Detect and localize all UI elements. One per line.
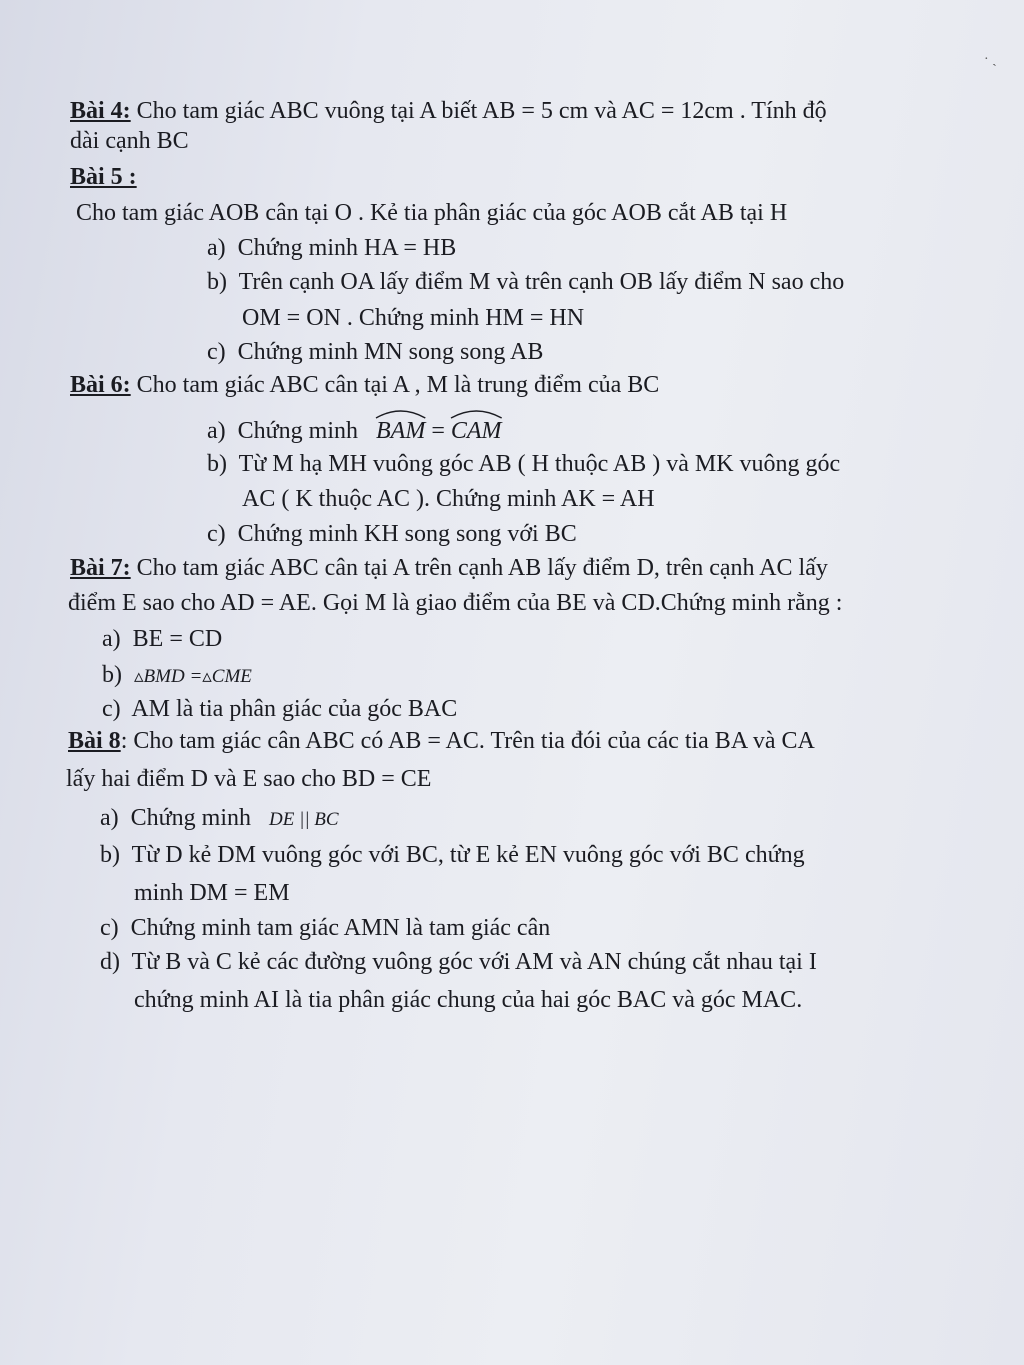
bai6-item-b: [207, 449, 840, 479]
bai7-label: Bài 7:: [70, 555, 131, 581]
bai4-label: Bài 4:: [70, 98, 131, 124]
bai6-c-text: Chứng minh KH song song với BC: [237, 521, 577, 547]
bai7-line2: điểm E sao cho AD = AE. Gọi M là giao điểm của BE và CD.Chứng minh rằng :: [68, 590, 843, 616]
bai8-b-marker: b): [100, 842, 120, 868]
bai7-c-text: AM là tia phân giác của góc BAC: [131, 696, 458, 722]
bai6-line1: [70, 370, 659, 400]
bai8-item-a: [100, 803, 339, 835]
bai8-b-text-2: minh DM = EM: [134, 880, 290, 906]
bai5-intro: Cho tam giác AOB cân tại O . Kẻ tia phân giác của góc AOB cắt AB tại H: [76, 200, 788, 226]
bai5-b-text-1: Trên cạnh OA lấy điểm M và trên cạnh OB lấy điểm N sao cho: [238, 269, 845, 295]
corner-mark: · ˎ: [984, 52, 997, 67]
bai7-line1: [70, 553, 828, 583]
angle-bam: [376, 416, 425, 446]
bai7-b-math: ▵BMD =▵CME: [134, 666, 252, 687]
bai8-item-d: [100, 947, 817, 977]
bai8-item-c: [100, 913, 550, 943]
bai8-d-marker: d): [100, 949, 120, 975]
bai5-b-text-2: OM = ON . Chứng minh HM = HN: [242, 305, 585, 331]
bai6-a-equals: =: [425, 418, 451, 444]
bai7-c-marker: c): [102, 696, 121, 722]
bai8-c-marker: c): [100, 915, 119, 941]
bai5-a-text: Chứng minh HA = HB: [237, 235, 457, 261]
bai5-label: Bài 5 :: [70, 164, 137, 190]
bai8-c-text: Chứng minh tam giác AMN là tam giác cân: [130, 915, 551, 941]
bai6-b-text-1: Từ M hạ MH vuông góc AB ( H thuộc AB ) và MK vuông góc: [238, 451, 841, 477]
bai8-label: Bài 8: [68, 728, 121, 754]
bai7-a-text: BE = CD: [132, 626, 223, 652]
bai6-a-text: Chứng minh: [237, 418, 365, 444]
bai5-a-marker: a): [207, 235, 226, 261]
bai7-item-c: [102, 694, 457, 724]
bai5-heading: [70, 162, 137, 192]
bai8-d-text-1: Từ B và C kẻ các đường vuông góc với AM và AN chúng cắt nhau tại I: [131, 949, 817, 975]
bai6-intro: Cho tam giác ABC cân tại A , M là trung điểm của BC: [130, 372, 660, 398]
bai6-item-c: [207, 519, 577, 549]
bai6-b-text-2: AC ( K thuộc AC ). Chứng minh AK = AH: [242, 486, 655, 512]
bai7-b-marker: b): [102, 662, 122, 688]
bai6-c-marker: c): [207, 521, 226, 547]
bai5-item-a: [207, 233, 456, 263]
bai7-item-a: [102, 624, 222, 654]
bai8-item-b: [100, 840, 805, 870]
bai5-c-marker: c): [207, 339, 226, 365]
bai8-line2: lấy hai điểm D và E sao cho BD = CE: [66, 766, 432, 792]
bai5-item-c: [207, 337, 543, 367]
bai7-a-marker: a): [102, 626, 121, 652]
bai8-a-math: DE || BC: [269, 809, 339, 830]
bai7-item-b: [102, 660, 252, 692]
bai8-a-text: Chứng minh: [130, 805, 258, 831]
angle-bam-label: BAM: [376, 418, 426, 444]
bai4-text-1: Cho tam giác ABC vuông tại A biết AB = 5 cm và AC = 12cm . Tính độ: [130, 98, 827, 124]
angle-cam: [451, 416, 502, 446]
bai8-b-text-1: Từ D kẻ DM vuông góc với BC, từ E kẻ EN vuông góc với BC chứng: [131, 842, 805, 868]
bai4-line2: dài cạnh BC: [70, 128, 189, 154]
bai6-label: Bài 6:: [70, 372, 131, 398]
bai5-item-b: [207, 267, 844, 297]
bai8-d-text-2: chứng minh AI là tia phân giác chung của hai góc BAC và góc MAC.: [134, 987, 803, 1013]
bai5-b-marker: b): [207, 269, 227, 295]
bai7-text-1: Cho tam giác ABC cân tại A trên cạnh AB lấy điểm D, trên cạnh AC lấy: [130, 555, 828, 581]
bai5-c-text: Chứng minh MN song song AB: [237, 339, 544, 365]
angle-cam-label: CAM: [450, 418, 502, 444]
bai6-b-marker: b): [207, 451, 227, 477]
bai6-item-a: [207, 416, 502, 446]
bai8-line1: [68, 726, 815, 756]
bai8-text-1: : Cho tam giác cân ABC có AB = AC. Trên tia đói của các tia BA và CA: [120, 728, 815, 754]
bai8-a-marker: a): [100, 805, 119, 831]
bai4-line1: [70, 96, 827, 126]
bai6-a-marker: a): [207, 418, 226, 444]
